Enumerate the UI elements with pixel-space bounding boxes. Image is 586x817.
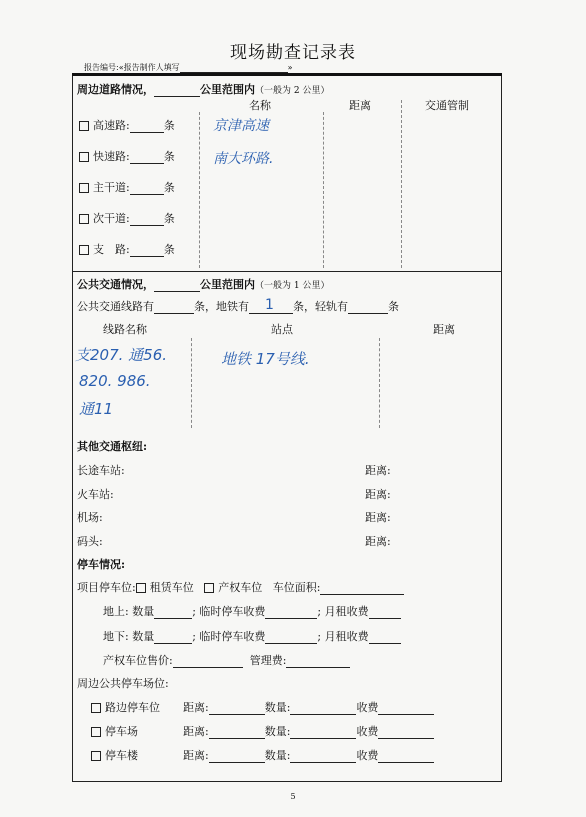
section-divider-1 [73,271,501,272]
price-line [103,652,350,668]
price-blank[interactable] [173,656,243,668]
hub-label-dock: 码头: [77,535,103,548]
parking-heading: 停车情况: [77,558,126,571]
report-number-label: 报告编号:«报告制作人填写 [84,63,180,72]
roads-heading: 周边道路情况， [77,83,154,96]
public-fee-blank[interactable] [378,703,434,715]
public-fee-blank[interactable] [378,751,434,763]
public-row-dist: 距离: [183,701,209,714]
transit-range-suffix: 公里范围内 [200,278,255,291]
hub-label-coach: 长途车站: [77,464,125,477]
roads-divider-1 [199,112,200,268]
report-number-blank [180,64,288,73]
public-parking-label: 周边公共停车场位: [77,677,169,690]
public-dist-blank[interactable] [209,727,265,739]
transit-heading: 公共交通情况， [77,278,154,291]
transit-lines-blank[interactable] [154,302,194,314]
road-row-unit: 条 [163,150,175,163]
handwritten-metro-count: 1 [265,297,274,313]
ground-temp-blank[interactable] [265,607,317,619]
road-row-label: 支 路: [93,243,130,256]
page-title: 现场勘查记录表 [230,43,356,63]
public-row-fee: 收费 [356,725,379,738]
roads-heading-line [77,81,329,97]
public-row-qty: 数量: [264,701,291,714]
secondary-checkbox[interactable] [79,214,89,224]
under-monthly-blank[interactable] [369,632,401,644]
road-row-highway [79,117,175,133]
road-row-label: 高速路: [93,119,130,132]
roads-col-name: 名称 [249,99,271,112]
hub-dist-airport: 距离: [365,511,391,524]
public-row-qty: 数量: [264,749,291,762]
roads-range-note: （一般为 2 公里） [255,86,330,96]
transit-lines-prefix: 公共交通线路有 [77,300,154,313]
public-row-dist: 距离: [183,725,209,738]
road-row-unit: 条 [163,181,175,194]
public-qty-blank[interactable] [290,727,356,739]
roads-range-blank [154,85,200,97]
hub-label-airport: 机场: [77,511,103,524]
public-row-label: 路边停车位 [105,701,160,714]
road-row-unit: 条 [163,243,175,256]
lot-checkbox[interactable] [91,727,101,737]
own-checkbox[interactable] [204,583,214,593]
roads-divider-2 [323,112,324,268]
transit-range-blank [154,280,200,292]
arterial-checkbox[interactable] [79,183,89,193]
under-temp-blank[interactable] [265,632,317,644]
public-qty-blank[interactable] [290,751,356,763]
road-count-blank[interactable] [130,214,164,226]
hub-label-train: 火车站: [77,488,114,501]
transit-divider-1 [191,338,192,428]
form-table [72,76,502,782]
road-count-blank[interactable] [130,121,164,133]
public-row-lot [91,723,434,739]
road-row-label: 主干道: [93,181,130,194]
hub-dist-dock: 距离: [365,535,391,548]
public-row-roadside [91,699,434,715]
roads-range-suffix: 公里范围内 [200,83,255,96]
road-row-expressway [79,148,175,164]
report-number-end: » [287,63,293,72]
transit-metro-unit: 条，轻轨有 [293,300,348,313]
transit-col-distance: 距离 [433,323,455,336]
price-label: 产权车位售价: [103,654,173,667]
hubs-heading: 其他交通枢纽: [77,440,148,453]
hub-dist-train: 距离: [365,488,391,501]
roads-col-traffic: 交通管制 [425,99,469,112]
under-qty-label: 数量 [132,630,155,643]
handwritten-lines-2: 820. 986. [79,372,151,390]
transit-heading-line [77,276,329,292]
ground-parking-line [103,603,401,619]
transit-col-line: 线路名称 [103,323,147,336]
under-temp-label: ; 临时停车收费 [192,630,266,643]
ground-qty-label: 数量 [132,605,155,618]
hub-dist-coach: 距离: [365,464,391,477]
road-row-arterial [79,179,175,195]
transit-light-unit: 条 [388,300,399,313]
roads-col-distance: 距离 [349,99,371,112]
project-parking-line [77,579,404,595]
rent-checkbox[interactable] [136,583,146,593]
metro-count-blank[interactable] [249,297,293,314]
under-label: 地下: [103,630,129,643]
public-row-label: 停车楼 [105,749,138,762]
public-qty-blank[interactable] [290,703,356,715]
road-row-secondary [79,210,175,226]
ground-monthly-blank[interactable] [369,607,401,619]
expressway-checkbox[interactable] [79,152,89,162]
highway-checkbox[interactable] [79,121,89,131]
ground-temp-label: ; 临时停车收费 [192,605,266,618]
page-number: 5 [290,792,296,801]
handwritten-lines-3: 通11 [79,400,114,418]
road-row-label: 次干道: [93,212,130,225]
transit-range-note: （一般为 1 公里） [255,281,330,291]
project-parking-label: 项目停车位: [77,581,136,594]
own-option: 产权车位 [218,581,263,594]
under-monthly-label: ; 月租收费 [317,630,369,643]
public-row-fee: 收费 [356,701,379,714]
transit-col-station: 站点 [271,323,293,336]
under-parking-line [103,628,401,644]
road-row-branch [79,241,175,257]
ground-monthly-label: ; 月租收费 [317,605,369,618]
public-fee-blank[interactable] [378,727,434,739]
rent-option: 租赁车位 [149,581,194,594]
road-count-blank[interactable] [130,245,164,257]
public-dist-blank[interactable] [209,751,265,763]
public-row-fee: 收费 [356,749,379,762]
roads-divider-3 [401,100,402,268]
branch-checkbox[interactable] [79,245,89,255]
transit-lines-unit: 条，地铁有 [194,300,249,313]
road-count-blank[interactable] [130,152,164,164]
light-rail-blank[interactable] [348,302,388,314]
garage-checkbox[interactable] [91,751,101,761]
public-row-label: 停车场 [105,725,138,738]
road-row-unit: 条 [163,212,175,225]
ground-qty-blank[interactable] [154,607,192,619]
public-row-garage [91,747,434,763]
handwritten-lines-1: 支207. 通56. [75,346,168,364]
roadside-checkbox[interactable] [91,703,101,713]
under-qty-blank[interactable] [154,632,192,644]
ground-label: 地上: [103,605,129,618]
area-blank[interactable] [320,583,404,595]
public-row-dist: 距离: [183,749,209,762]
fee-label: 管理费: [249,654,287,667]
handwritten-road-2: 南大环路. [213,151,274,167]
report-number-line [84,62,293,73]
road-count-blank[interactable] [130,183,164,195]
road-row-unit: 条 [163,119,175,132]
fee-blank[interactable] [286,656,350,668]
transit-lines-line [77,298,399,314]
handwritten-station: 地铁 17号线. [221,350,310,368]
public-dist-blank[interactable] [209,703,265,715]
handwritten-road-1: 京津高速 [213,118,269,134]
area-label: 车位面积: [272,581,321,594]
transit-divider-2 [379,338,380,428]
road-row-label: 快速路: [93,150,130,163]
public-row-qty: 数量: [264,725,291,738]
